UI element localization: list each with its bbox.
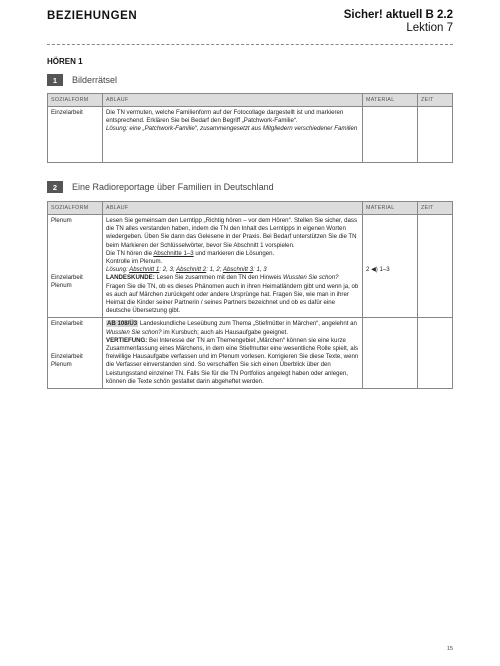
abschnitt-1: Abschnitt 1 — [129, 266, 160, 274]
col-material: MATERIAL — [363, 94, 418, 107]
text-span: im Kursbuch; auch als Hausaufgabe geeignet. — [161, 328, 288, 336]
sozialform-text: Einzelarbeit — [51, 320, 83, 328]
abschnitt-2-value: : 1, 2; — [206, 266, 223, 274]
text-span: Wussten Sie schon? — [106, 328, 162, 336]
vertiefung-text — [106, 337, 359, 386]
task-2-table — [47, 201, 453, 389]
task-2-title: Eine Radioreportage über Familien in Deutschland — [72, 182, 274, 192]
text-span: und markieren die Lösungen. — [193, 249, 275, 257]
col-zeit: ZEIT — [418, 94, 453, 107]
abschnitt-3: Abschnitt 3 — [222, 266, 254, 274]
text-span: Wussten Sie schon? — [283, 274, 339, 282]
col-zeit: ZEIT — [418, 202, 453, 215]
ablauf-text — [106, 250, 359, 258]
table-row — [48, 318, 453, 389]
text-span: Die TN hören die — [106, 249, 154, 257]
text-span: Landeskundliche Leseübung zum Thema „Stiefmütter in Märchen“, angelehnt an — [138, 320, 357, 328]
col-ablauf: ABLAUF — [103, 202, 363, 215]
task-2-number: 2 — [47, 181, 63, 193]
task-1-table — [47, 93, 453, 163]
loesung-text: Lösung: eine „Patchwork-Familie“, zusammengesetzt aus Mitgliedern verschiedener Familien — [106, 125, 358, 133]
ablauf-cell — [103, 107, 363, 163]
lesson-label: Lektion 7 — [406, 22, 453, 34]
abschnitt-3-value: : 1, 3 — [253, 266, 267, 274]
sozialform-text: Plenum — [51, 360, 72, 368]
col-material: MATERIAL — [363, 202, 418, 215]
material-cell — [363, 318, 418, 389]
material-cell — [363, 215, 418, 318]
sozialform-text: Plenum — [51, 282, 72, 290]
ablauf-text: Kontrolle im Plenum. — [106, 258, 163, 266]
text-span: Lesen Sie zusammen mit den TN den Hinweis — [154, 274, 284, 282]
text-span: Fragen Sie die TN, ob es dieses Phänomen auch in ihren Heimatländern gibt und wenn ja, ob es auch auf Märchen zurückgeht oder andere Ursprünge hat. Fragen Sie, wie man in ihrer Heimat die Kinder seiner Partnerin / seines Partners bezeichnet und ob es dafür eine deutsche Übersetzung gibt. — [106, 282, 359, 315]
sozialform-text: Einzelarbeit — [51, 352, 83, 360]
sozialform-cell — [48, 107, 103, 163]
task-2-heading — [47, 181, 274, 193]
zeit-cell — [418, 318, 453, 389]
ablauf-text: Die TN vermuten, welche Familienform auf der Fotocollage dargestellt ist und markieren entsprechend. Erklären Sie bei Bedarf den Begriff „Patchwork-Familie“. — [106, 109, 344, 125]
page-number: 15 — [446, 646, 453, 652]
loesung-text — [106, 266, 359, 274]
text-span: Bei Interesse der TN am Themengebiet „Märchen“ können sie eine kurze Zusammenfassung eines Märchens, in dem eine Stiefmutter eine wesentliche Rolle spielt, als freiwillige Hausaufgabe verfassen und im Plenum vorlesen. Korrigieren Sie diese Texte, wenn die Verfasser einverstanden sind. So verschaffen Sie sich einen Überblick über den Leistungsstand einzelner TN. Falls Sie für die TN Portfolios angelegt haben oder anlegen, können die Texte schön gestaltet darin abgeheftet werden. — [106, 336, 359, 385]
table-row — [48, 215, 453, 318]
abschnitt-2: Abschnitt 2 — [176, 266, 207, 274]
sozialform-text: Einzelarbeit — [51, 109, 83, 116]
sozialform-text: Einzelarbeit — [51, 274, 83, 282]
task-1-number: 1 — [47, 74, 63, 86]
vertiefung-label: VERTIEFUNG: — [106, 336, 148, 344]
header-divider — [47, 44, 453, 45]
workbook-reference: AB 108/Ü3 — [107, 320, 138, 328]
table-header-row — [48, 202, 453, 215]
material-cell — [363, 107, 418, 163]
sozialform-text: Plenum — [51, 217, 72, 224]
landeskunde-text — [106, 274, 359, 315]
task-1-heading — [47, 74, 117, 86]
col-sozialform: SOZIALFORM — [48, 202, 103, 215]
ablauf-cell — [103, 215, 363, 318]
zeit-cell — [418, 107, 453, 163]
ablauf-text — [106, 320, 359, 336]
zeit-cell — [418, 215, 453, 318]
audio-material: 2 ◀) 1–3 — [366, 266, 390, 273]
task-1-title: Bilderrätsel — [72, 75, 118, 85]
abschnitt-1-value: : 2, 3; — [159, 266, 177, 274]
ablauf-cell — [103, 318, 363, 389]
book-section-title: BEZIEHUNGEN — [47, 10, 138, 22]
table-row — [48, 107, 453, 163]
landeskunde-label: LANDESKUNDE: — [106, 274, 155, 282]
ablauf-text: Lesen Sie gemeinsam den Lerntipp „Richtig hören – vor dem Hören“. Stellen Sie sicher, dass die TN alles verstanden haben, indem die TN den Inhalt des Lerntipps in eigenen Worten wiedergeben. Üben Sie dann das Gelesene in der Praxis. Bei Bedarf unterstützen Sie die TN beim Markieren der Schlüsselwörter, bevor Sie Abschnitt 1 vorspielen. — [106, 217, 357, 249]
col-ablauf: ABLAUF — [103, 94, 363, 107]
table-header-row — [48, 94, 453, 107]
col-sozialform: SOZIALFORM — [48, 94, 103, 107]
sozialform-cell — [48, 318, 103, 389]
section-title: HÖREN 1 — [47, 57, 83, 66]
book-title-block — [344, 9, 453, 34]
loesung-label: Lösung: — [106, 266, 130, 274]
sozialform-cell — [48, 215, 103, 318]
abschnitte-link: Abschnitte 1–3 — [153, 249, 194, 257]
book-title: Sicher! aktuell B 2.2 — [343, 9, 453, 21]
